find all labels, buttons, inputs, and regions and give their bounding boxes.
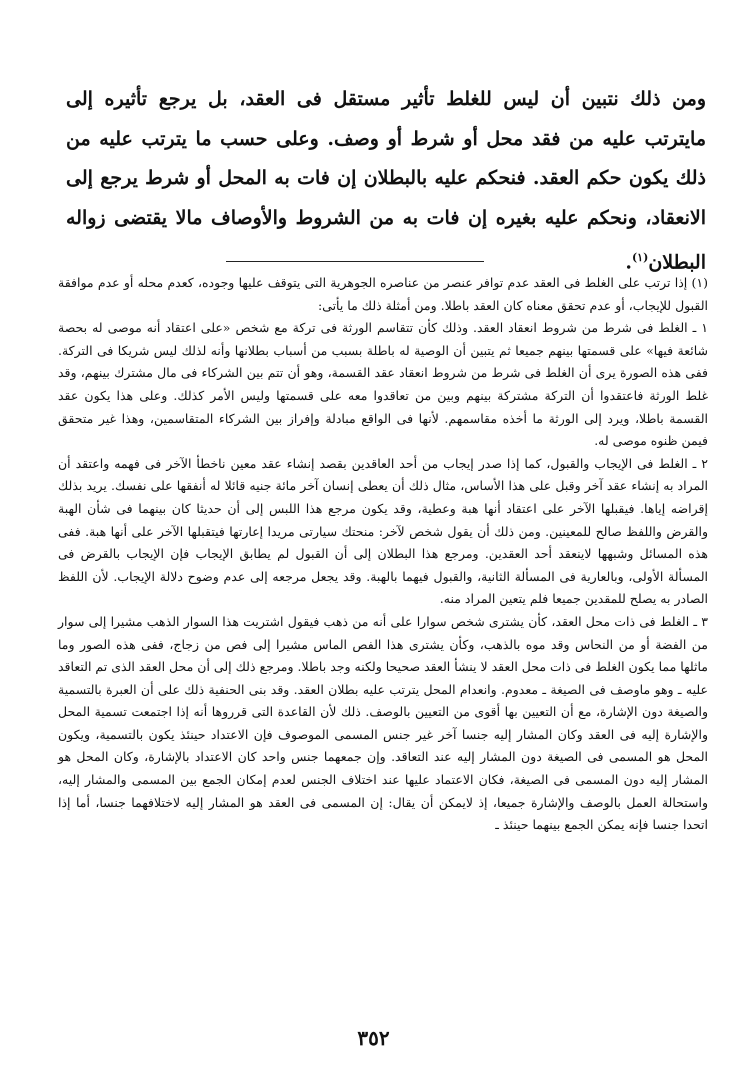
main-paragraph-end: . bbox=[625, 251, 632, 274]
footnote-reference: (١) bbox=[631, 251, 649, 264]
footnote-item-3: ٣ ـ الغلط فى ذات محل العقد، كأن يشترى شخص سوارا على أنه من ذهب فيقول اشتريت هذا السوار الذهب مشيرا إلى سوار من الفضة أو من النحاس وقد موه بالذهب، وكأن يشترى هذا الفص الماس مشيرا إلى فص من زجاج، ففى هذه الصور وما ماثلها مما يكون الغلط فى ذات محل العقد لا ينشأ العقد صحيحا ولكنه وجد باطلا. ومرجع ذلك إلى أن محل العقد الذى تم التعاقد عليه ـ وهو ماوصف فى الصيغة ـ معدوم. وانعدام المحل يترتب عليه بطلان العقد. وقد بنى الحنفية ذلك على أن العبرة بالتسمية والصيغة دون الإشارة، مع أن التعيين بها أقوى من التعيين بالوصف. ذلك لأن القاعدة التى قرروها أنه إذا اجتمعت تسمية المحل والإشارة إليه فى العقد وكان المشار إليه جنسا آخر غير جنس المسمى الموصوف فإن الاعتداد حينئذ يكون بالتسمية، ويكون المحل هو المسمى فى الصيغة دون المشار إليه عند التعاقد. وإن جمعهما جنس واحد كان الاعتداد بالإشارة، وكان المحل هو المشار إليه دون المسمى فى الصيغة، فكان الاعتماد عليها عند اختلاف الجنس لعدم إمكان الجمع بين المسمى والمشار إليه، واستحالة العمل بالوصف والإشارة جميعا، إذ لايمكن أن يقال: إن المسمى فى العقد هو المشار إليه لاختلافهما جنسا، أما إذا اتحدا جنسا فإنه يمكن الجمع بينهما حينئذ ـ bbox=[58, 613, 708, 833]
main-text-block bbox=[66, 80, 706, 283]
footnote-divider bbox=[226, 261, 484, 262]
footnote-item-1: ١ ـ الغلط فى شرط من شروط انعقاد العقد. وذلك كأن تتقاسم الورثة فى تركة مع شخص «على اعتقاد أنه موصى له بحصة شائعة فيها» على قسمتها بينهم جميعا ثم يتبين أن الوصية له باطلة بسبب من أسباب بطلانها وأنه لذلك ليس شريكا فى التركة. ففى هذه الصورة يرى أن الغلط فى شرط من شروط انعقاد عقد القسمة، وهو أن تتم بين الشركاء فى مال مشترك بينهم، وقد غلط الورثة فاعتقدوا أن التركة مشتركة بينهم وبين من تعاقدوا معه على قسمتها وليس الأمر كذلك. وعلى هذا يكون عقد القسمة باطلا، ويرد إلى الورثة ما أخذه مقاسمهم. لأنها فى الواقع مبادلة وإفراز بين الشركاء المتقاسمين، وهذا غير متحقق فيمن ظنوه موصى له. bbox=[58, 320, 709, 449]
footnote-intro: (١) إذا ترتب على الغلط فى العقد عدم توافر عنصر من عناصره الجوهرية التى يتوقف عليها وجوده، كعدم محله أو عدم موافقة القبول للإيجاب، أو عدم تحقق معناه كان العقد باطلا. ومن أمثلة ذلك ما يأتى: bbox=[58, 275, 708, 313]
page-number: ٣٥٢ bbox=[357, 1026, 390, 1050]
footnotes-block bbox=[58, 272, 708, 837]
main-paragraph-text: ومن ذلك نتبين أن ليس للغلط تأثير مستقل فى العقد، بل يرجع تأثيره إلى مايترتب عليه من فقد محل أو شرط أو وصف. وعلى حسب ما يترتب عليه من ذلك يكون حكم العقد. فنحكم عليه بالبطلان إن فات به المحل أو شرط يرجع إلى الانعقاد، ونحكم عليه بغيره إن فات به من الشروط والأوصاف مالا يقتضى زواله البطلان bbox=[66, 88, 706, 274]
footnote-item-2: ٢ ـ الغلط فى الإيجاب والقبول، كما إذا صدر إيجاب من أحد العاقدين بقصد إنشاء عقد معين ناخطأ الآخر فى فهمه واعتقد أن المراد به إنشاء عقد آخر وقبل على هذا الأساس، مثال ذلك أن يعطى إنسان آخر مائة جنيه قائلا له أنفقها على نفسك. يريد بذلك إقراضه إياها. فيقبلها الآخر على اعتقاد أنها هبة وعطية، وقد يكون مرجع هذا اللبس إلى أن حديثا كان بينهما فى شأن الهبة والقرض واللفظ صالح للمعينين. ومن ذلك أن يقول شخص لآخر: منحتك سيارتى مريدا إعارتها فيتقبلها الآخر على أنها هبة. ففى هذه المسائل وشبهها لاينعقد أحد العقدين. ومرجع هذا البطلان إلى أن القبول لم يطابق الإيجاب فإن الإيجاب بالقرض فى المسألة الأولى، وبالعارية فى المسألة الثانية، والقبول فيهما بالهبة. وقد يجعل مرجعه إلى عدم وضوح دلالة الإيجاب. لأن اللفظ الصادر به يصلح للمقدين جميعا فلم يتعين المراد منه. bbox=[58, 455, 708, 607]
main-paragraph bbox=[66, 80, 706, 283]
